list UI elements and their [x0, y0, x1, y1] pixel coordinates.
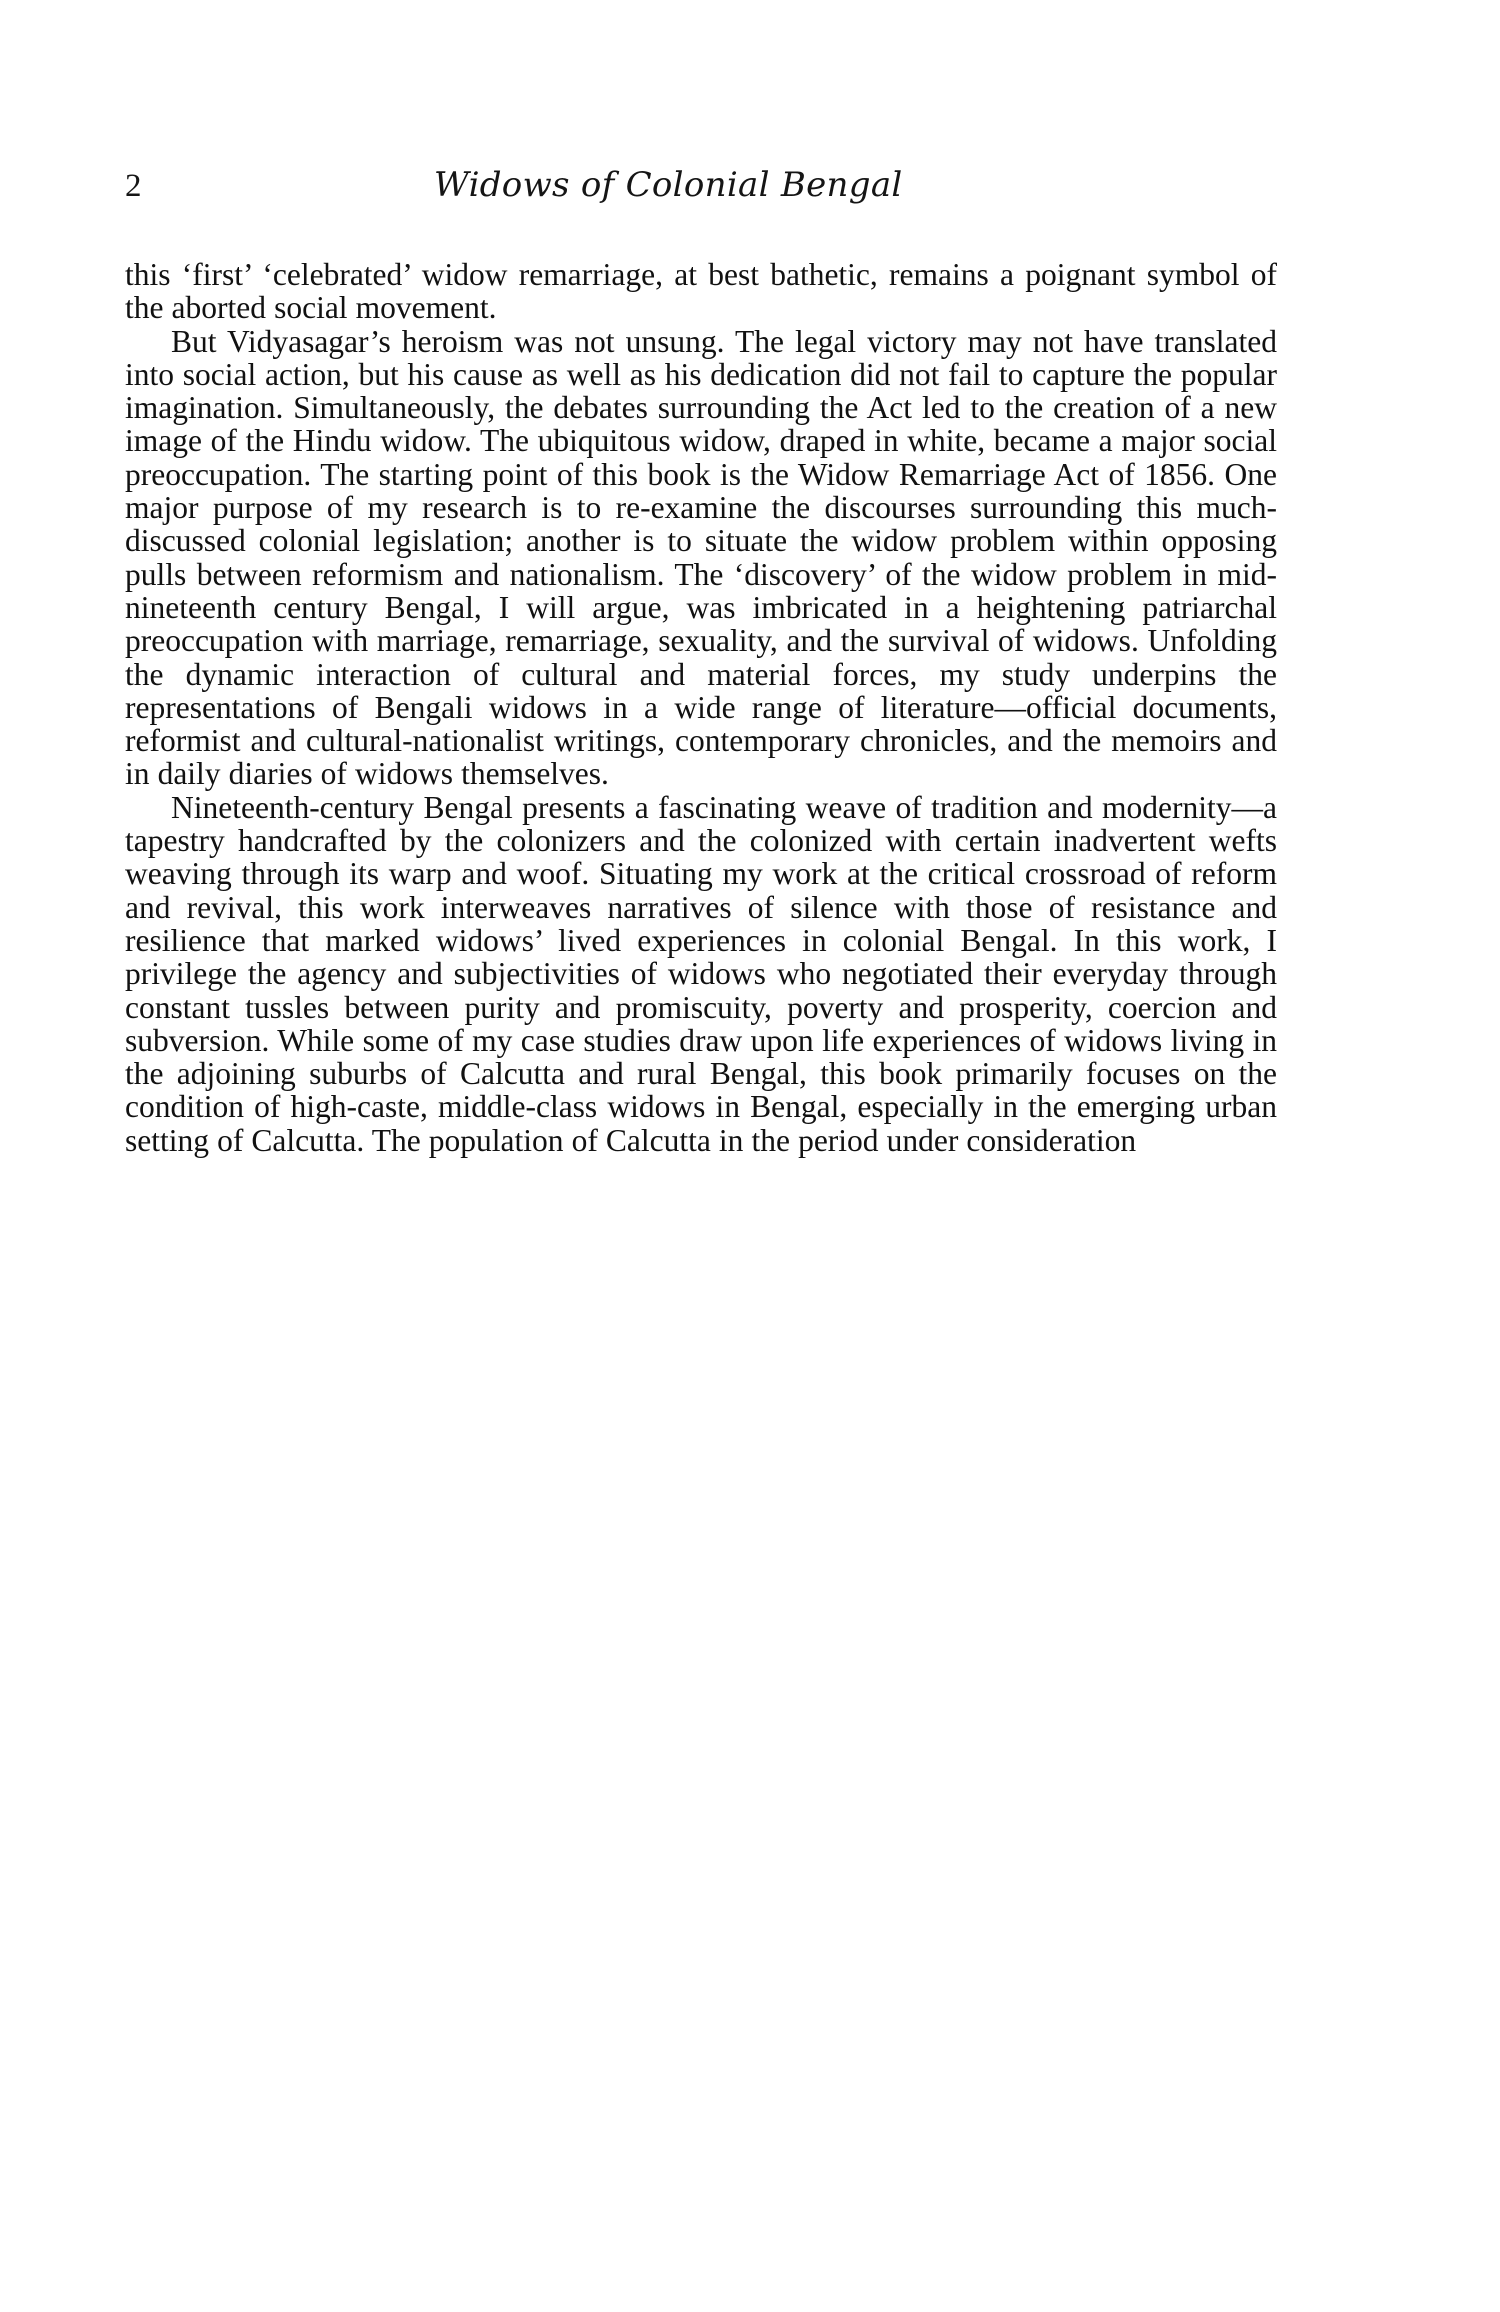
- body-text-block: [125, 258, 1277, 1157]
- paragraph-continued: this ‘first’ ‘celebrated’ widow remarriage, at best bathetic, remains a poignant symbol of the aborted social movement.: [125, 257, 1277, 326]
- running-title: Widows of Colonial Bengal: [433, 165, 903, 205]
- paragraph-vidyasagar: But Vidyasagar’s heroism was not unsung. The legal victory may not have translated into social action, but his cause as well as his dedication did not fail to capture the popular imagination. Simultaneously, the debates surrounding the Act led to the creation of a new image of the Hindu widow. The ubiquitous widow, draped in white, became a major social preoccupation. The starting point of this book is the Widow Remarriage Act of 1856. One major purpose of my research is to re-examine the discourses surrounding this much-discussed colonial legislation; another is to situate the widow problem within opposing pulls between reformism and nationalism. The ‘discovery’ of the widow problem in mid-nineteenth century Bengal, I will argue, was imbricated in a heightening patriarchal preoccupation with marriage, remarriage, sexuality, and the survival of widows. Unfolding the dynamic interaction of cultural and material forces, my study underpins the representations of Bengali widows in a wide range of literature—official documents, reformist and cultural-nationalist writings, contemporary chronicles, and the memoirs and in daily diaries of widows themselves.: [125, 323, 1277, 792]
- page-number: 2: [125, 168, 142, 204]
- paragraph-nineteenth-century: Nineteenth-century Bengal presents a fascinating weave of tradition and modernity—a tapestry handcrafted by the colonizers and the colonized with certain inadvertent wefts weaving through its warp and woof. Situating my work at the critical crossroad of reform and revival, this work interweaves narratives of silence with those of resistance and resilience that marked widows’ lived experiences in colonial Bengal. In this work, I privilege the agency and subjectivities of widows who negotiated their everyday through constant tussles between purity and promiscuity, poverty and prosperity, coercion and subversion. While some of my case studies draw upon life experiences of widows living in the adjoining suburbs of Calcutta and rural Bengal, this book primarily focuses on the condition of high-caste, middle-class widows in Bengal, especially in the emerging urban setting of Calcutta. The population of Calcutta in the period under consideration: [125, 789, 1277, 1158]
- running-head: [125, 165, 1275, 214]
